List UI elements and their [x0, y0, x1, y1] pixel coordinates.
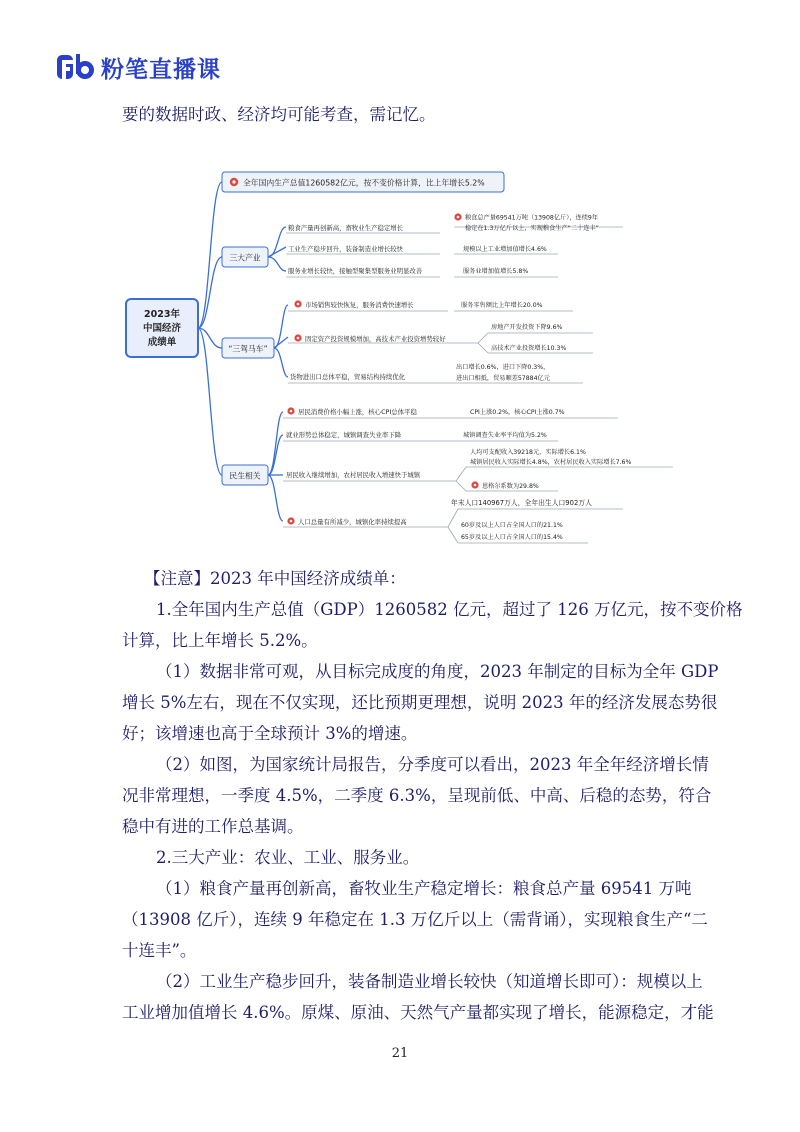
troika-row3-right2: 进出口相抵，贸易顺差57884亿元 — [456, 375, 550, 382]
note-p3-line1: （2）如图，为国家统计局报告，分季度可以看出，2023 年全年经济增长情 — [156, 755, 709, 774]
note-p6-line1: （2）工业生产稳步回升，装备制造业增长较快（知道增长即可）：规模以上 — [156, 972, 703, 991]
troika-row1-right: 服务零售额比上年增长20.0% — [461, 302, 543, 309]
livelihood-row2-left: 就业形势总体稳定，城镇调查失业率下降 — [286, 431, 402, 439]
note-p5-line3: 十连丰”。 — [122, 941, 197, 960]
troika-row2-left: 固定资产投资规模增加，高技术产业投资增势较好 — [305, 335, 446, 343]
branch-livelihood-label: 民生相关 — [229, 471, 261, 481]
livelihood-row4-right1: 年末人口140967万人，全年出生人口902万人 — [451, 499, 592, 507]
livelihood-row4-left: 人口总量有所减少，城镇化率持续提高 — [298, 518, 407, 526]
note-p5-line1: （1）粮食产量再创新高，畜牧业生产稳定增长：粮食总产量 69541 万吨 — [156, 879, 692, 898]
troika-row1-left: 市场销售较快恢复，服务消费快速增长 — [305, 301, 414, 309]
industry-row1-right2: 稳定在1.3万亿斤以上，实现粮食生产“二十连丰” — [465, 225, 599, 232]
livelihood-row4-right3: 65岁及以上人口占全国人口的15.4% — [461, 534, 563, 541]
troika-row2-right2: 高技术产业投资增长10.3% — [491, 345, 567, 352]
livelihood-row1-left: 居民消费价格小幅上涨，核心CPI总体平稳 — [298, 408, 417, 416]
intro-line: 要的数据时政、经济均可能考查，需记忆。 — [122, 105, 436, 124]
mindmap-root-line3: 成绩单 — [147, 337, 177, 348]
mindmap-figure — [118, 165, 678, 555]
note-p6-line2: 工业增加值增长 4.6%。原煤、原油、天然气产量都实现了增长，能源稳定，才能 — [122, 1003, 714, 1022]
livelihood-row3-right2: 城镇居民收入实际增长4.8%，农村居民收入实际增长7.6% — [470, 459, 632, 466]
troika-row3-left: 货物进出口总体平稳，贸易结构持续优化 — [290, 373, 406, 381]
branch-troika-label: “三驾马车” — [228, 344, 268, 354]
branch-industry-label: 三大产业 — [229, 253, 261, 263]
industry-row3-left: 服务业增长较快，接触型聚集型服务业明显改善 — [288, 267, 423, 275]
livelihood-row3-right1: 人均可支配收入39218元，实际增长6.1% — [470, 449, 586, 456]
industry-row2-right: 规模以上工业增加值增长4.6% — [463, 246, 547, 253]
note-p5-line2: （13908 亿斤），连续 9 年稳定在 1.3 万亿斤以上（需背诵），实现粮食生产“二 — [122, 910, 708, 929]
livelihood-row3-left: 居民收入继续增加，农村居民收入增速快于城镇 — [286, 471, 421, 479]
note-p1-line1: 1.全年国内生产总值（GDP）1260582 亿元，超过了 126 万亿元，按不变价格 — [156, 600, 743, 619]
note-p1-line2: 计算，比上年增长 5.2%。 — [122, 631, 318, 650]
note-p3-line3: 稳中有进的工作总基调。 — [122, 817, 304, 836]
note-title: 【注意】2023 年中国经济成绩单： — [144, 569, 406, 588]
industry-row2-left: 工业生产稳步回升，装备制造业增长较快 — [288, 245, 404, 253]
brand-logo — [57, 52, 221, 82]
note-p2-line1: （1）数据非常可观，从目标完成度的角度，2023 年制定的目标为全年 GDP — [156, 662, 719, 681]
mindmap-svg — [118, 165, 678, 555]
troika-row2-right1: 房地产开发投资下降9.6% — [491, 324, 563, 331]
mindmap-root-line1: 2023年 — [144, 309, 180, 320]
note-p3-line2: 况非常理想，一季度 4.5%，二季度 6.3%，呈现前低、中高、后稳的态势，符合 — [122, 786, 712, 805]
mindmap-gdp: 全年国内生产总值1260582亿元，按不变价格计算，比上年增长5.2% — [243, 178, 485, 188]
troika-row3-right1: 出口增长0.6%，进口下降0.3%， — [456, 364, 550, 371]
note-p2-line3: 好；该增速也高于全球预计 3%的增速。 — [122, 724, 418, 743]
note-p2-line2: 增长 5%左右，现在不仅实现，还比预期更理想，说明 2023 年的经济发展态势很 — [122, 693, 718, 712]
industry-row1-left: 粮食产量再创新高，畜牧业生产稳定增长 — [288, 224, 404, 232]
livelihood-row4-right2: 60岁及以上人口占全国人口的21.1% — [461, 522, 563, 529]
livelihood-row1-right: CPI上涨0.2%，核心CPI上涨0.7% — [470, 409, 565, 416]
brand-name: 粉笔直播课 — [101, 56, 221, 83]
industry-row3-right: 服务业增加值增长5.8% — [463, 268, 529, 275]
fb-logo-icon — [57, 54, 95, 80]
mindmap-root-line2: 中国经济 — [142, 323, 182, 334]
note-p4: 2.三大产业：农业、工业、服务业。 — [156, 848, 420, 867]
page-number: 21 — [391, 1046, 409, 1061]
livelihood-row3-right3: 恩格尔系数为29.8% — [482, 483, 539, 490]
industry-row1-right1: 粮食总产量69541万吨（13908亿斤），连续9年 — [465, 214, 599, 222]
livelihood-row2-right: 城镇调查失业率平均值为5.2% — [463, 432, 547, 439]
